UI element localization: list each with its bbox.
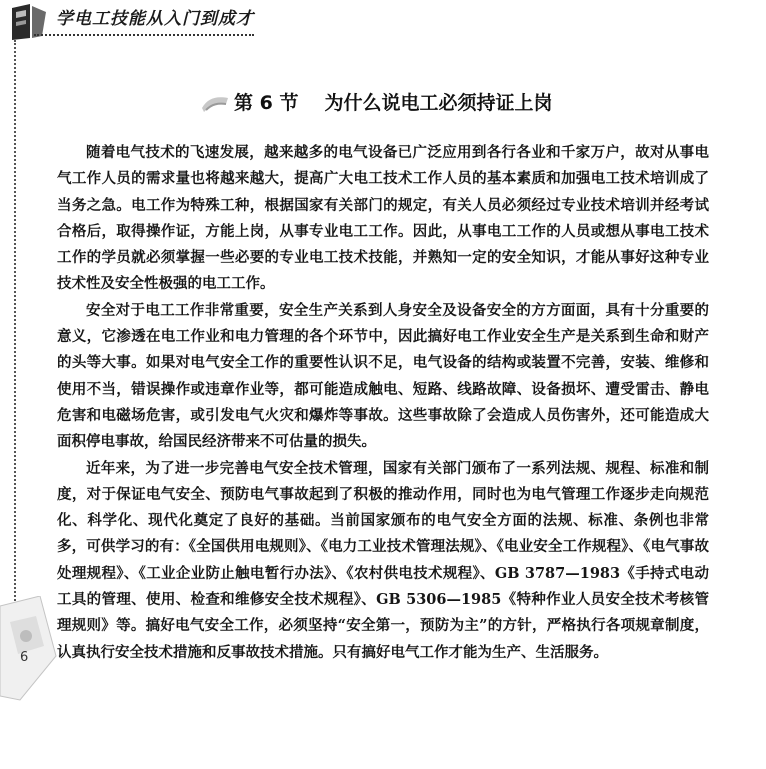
- body-text: [57, 140, 709, 769]
- section-heading: [200, 88, 640, 118]
- margin-divider: [14, 40, 16, 640]
- running-header: [0, 0, 280, 46]
- header-divider: [34, 34, 254, 36]
- section-number: 第 6 节: [234, 92, 299, 114]
- section-title-text: 为什么说电工必须持证上岗: [324, 92, 553, 114]
- section-title: [234, 88, 552, 115]
- paragraph: 随着电气技术的飞速发展，越来越多的电气设备已广泛应用到各行各业和千家万户，故对从事电气工作人员的需求量也将越来越大，提高广大电工技术工作人员的基本素质和加强电工技术培训成了当务之急。电工作为特殊工种，根据国家有关部门的规定，有关人员必须经过专业技术培训并经考试合格后，取得操作证，方能上岗，从事专业电工工作。因此，从事电工工作的人员或想从事电工技术工作的学员就必须掌握一些必要的专业电工技术技能，并熟知一定的安全知识，才能从事好这种专业技术性及安全性极强的电工工作。: [57, 144, 709, 293]
- running-title: 学电工技能从入门到成才: [56, 9, 254, 29]
- paragraph: 近年来，为了进一步完善电气安全技术管理，国家有关部门颁布了一系列法规、规程、标准和制度，对于保证电气安全、预防电气事故起到了积极的推动作用，同时也为电气管理工作逐步走向规范化、科学化、现代化奠定了良好的基础。当前国家颁布的电气安全方面的法规、标准、条例也非常多，可供学习的有：《全国供用电规则》、《电力工业技术管理法规》、《电业安全工作规程》、《电气事故处理规程》、《工业企业防止触电暂行办法》、《农村供电技术规程》、GB 3787—1983《手持式电动工具的管理、使用、检查和维修安全技术规程》、GB 5306—1985《特种作业人员安全技术考核管理规则》等。搞好电气安全工作，必须坚持“安全第一，预防为主”的方针，严格执行各项规章制度，认真执行安全技术措施和反事故技术措施。只有搞好电气工作才能为生产、生活服务。: [57, 459, 709, 661]
- brush-stroke-icon: [200, 92, 230, 114]
- book-logo-icon: [8, 2, 50, 42]
- page-number: 6: [20, 650, 29, 665]
- paragraph: 安全对于电工工作非常重要，安全生产关系到人身安全及设备安全的方方面面，具有十分重要的意义，它渗透在电工作业和电力管理的各个环节中，因此搞好电工作业安全生产是关系到生命和财产的头等大事。如果对电气安全工作的重要性认识不足，电气设备的结构或装置不完善，安装、维修和使用不当，错误操作或违章作业等，都可能造成触电、短路、线路故障、设备损坏、遭受雷击、静电危害和电磁场危害，或引发电气火灾和爆炸等事故。这些事故除了会造成人员伤害外，还可能造成大面积停电事故，给国民经济带来不可估量的损失。: [57, 301, 709, 451]
- page-corner-ornament-icon: [0, 596, 62, 706]
